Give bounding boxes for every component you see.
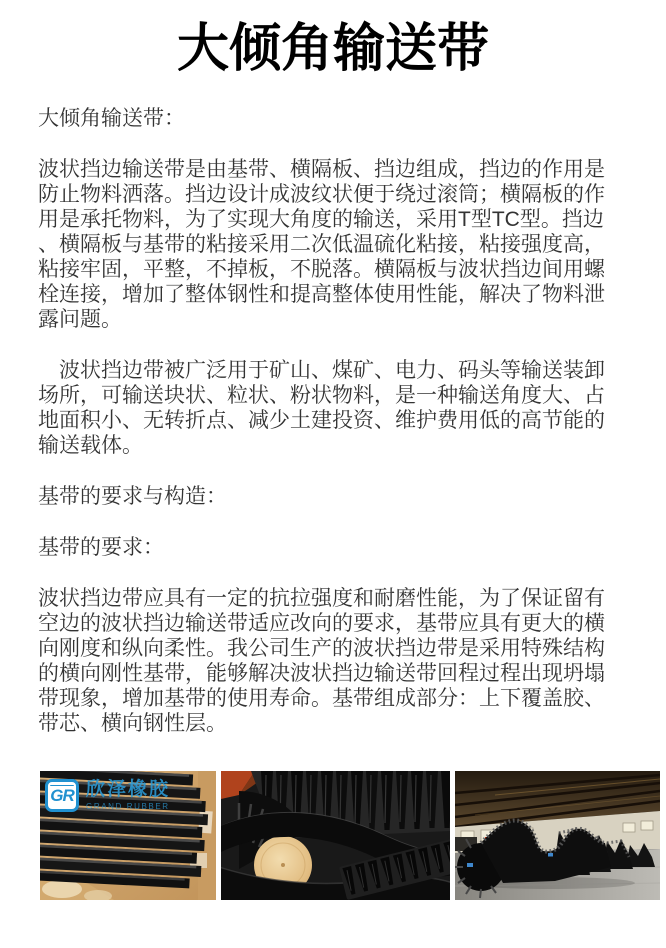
paragraph-intro-label: 大倾角输送带： <box>38 107 185 130</box>
logo-text <box>86 779 170 812</box>
logo-name-chinese: 欣泽橡胶 <box>86 779 171 800</box>
logo-name-english: GRAND RUBBER <box>86 802 170 811</box>
photo-warehouse-belts-image <box>455 771 660 900</box>
paragraph-base-belt-details: 波状挡边带应具有一定的抗拉强度和耐磨性能，为了保证留有空边的波状挡边输送带适应改向的要求，基带应具有更大的横向刚度和纵向柔性。我公司生产的波状挡边带是采用特殊结构的横向刚性基带，能够解决波状挡边输送带回程过程出现坍塌带现象，增加基带的使用寿命。基带组成部分：上下覆盖胶、带芯、横向钢性层。 <box>38 587 605 735</box>
paragraph-composition: 波状挡边输送带是由基带、横隔板、挡边组成，挡边的作用是防止物料洒落。挡边设计成波纹状便于绕过滚筒；横隔板的作用是承托物料，为了实现大角度的输送，采用T型TC型。挡边、横隔板与基带的粘接采用二次低温硫化粘接，粘接强度高，粘接牢固，平整，不掉板，不脱落。横隔板与波状挡边间用螺栓连接，增加了整体钢性和提高整体使用性能，解决了物料泄露问题。 <box>38 158 605 331</box>
heading-base-belt-requirements: 基带的要求： <box>38 536 164 559</box>
grand-rubber-logo <box>45 779 170 812</box>
page-title: 大倾角输送带 <box>176 20 489 78</box>
product-photo-gallery <box>40 771 660 900</box>
logo-monogram: GR <box>50 785 74 805</box>
photo-belt-loop <box>221 771 450 900</box>
product-document-page <box>0 18 666 948</box>
photo-warehouse-belts <box>455 771 660 900</box>
article-body <box>0 106 616 736</box>
paragraph-applications: 波状挡边带被广泛用于矿山、煤矿、电力、码头等输送装卸场所，可输送块状、粒状、粉状物料，是一种输送角度大、占地面积小、无转折点、减少土建投资、维护费用低的高节能的输送载体。 <box>38 359 605 457</box>
photo-belt-loop-image <box>221 771 450 900</box>
photo-sidewall-strips <box>40 771 216 900</box>
grand-rubber-logo-icon <box>45 779 79 812</box>
heading-base-belt-requirements-structure: 基带的要求与构造： <box>38 485 227 508</box>
